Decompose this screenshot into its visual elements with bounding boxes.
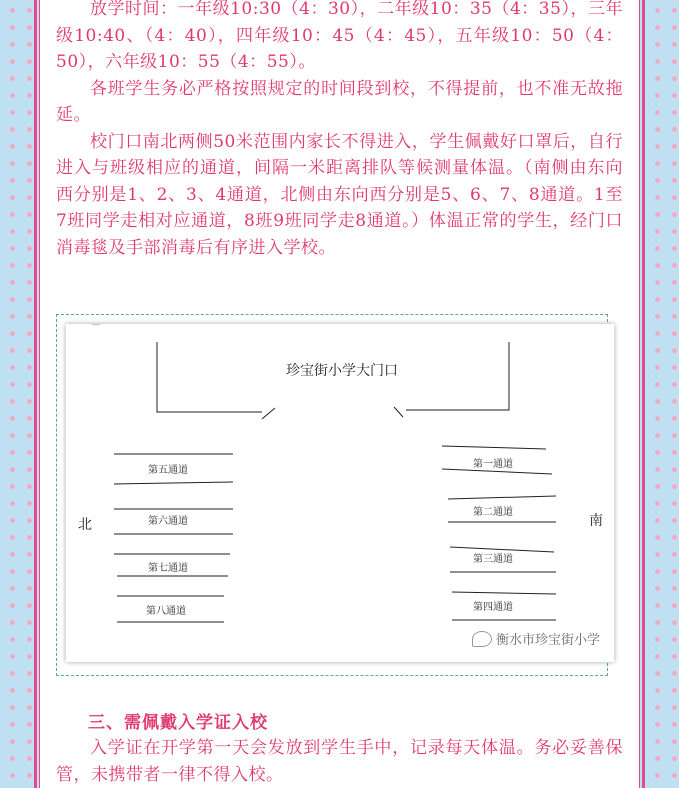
- lane-3-label: 第三通道: [473, 554, 513, 565]
- lane-6-label: 第六通道: [148, 516, 188, 527]
- article-body: [56, 0, 623, 261]
- lane-4-label: 第四通道: [473, 602, 513, 613]
- paragraph-dismissal-times: 放学时间：一年级10:30（4：30），二年级10：35（4：35），三年级10:40、（4：40），四年级10：45（4：45），五年级10：50（4：50），六年级10：55（4：55）。: [56, 0, 623, 72]
- section-3-body: [56, 735, 623, 788]
- gate-map: [66, 324, 614, 662]
- paragraph-arrival-rule: 各班学生务必严格按照规定的时间段到校，不得提前，也不准无故拖延。: [56, 78, 623, 125]
- left-dotted-border: [0, 0, 34, 788]
- gate-door-right: [394, 407, 403, 417]
- gate-wall-left: [157, 342, 262, 412]
- right-dotted-border: [645, 0, 679, 788]
- right-border-rule-thin: [639, 0, 640, 788]
- right-border-rule: [642, 0, 645, 788]
- gate-wall-right: [406, 342, 509, 410]
- lane-1-label: 第一通道: [473, 459, 513, 470]
- paragraph-admission-card: 入学证在开学第一天会发放到学生手中，记录每天体温。务必妥善保管，未携带者一律不得入校。: [56, 738, 623, 785]
- watermark: [472, 629, 600, 648]
- lane-2-label: 第二通道: [473, 507, 513, 518]
- south-label: 南: [589, 513, 603, 529]
- paragraph-gate-lanes: 校门口南北两侧50米范围内家长不得进入，学生佩戴好口罩后，自行进入与班级相应的通道，间隔一米距离排队等候测量体温。（南侧由东向西分别是1、2、3、4通道，北侧由东向西分别是5、6、7、8通道。1至7班同学走相对应通道，8班9班同学走8通道。）体温正常的学生，经门口消毒毯及手部消毒后有序进入学校。: [56, 131, 623, 258]
- watermark-text: 衡水市珍宝街小学: [495, 633, 600, 648]
- wechat-icon: [472, 631, 492, 647]
- lane-8-label: 第八通道: [146, 606, 186, 617]
- gate-door-left: [262, 408, 275, 419]
- gate-label: 珍宝街小学大门口: [286, 363, 398, 379]
- lane-7-label: 第七通道: [148, 563, 188, 574]
- left-border-rule: [34, 0, 37, 788]
- article-paper: [40, 0, 639, 788]
- gate-map-frame: [56, 314, 608, 676]
- lane-5-label: 第五通道: [148, 465, 188, 476]
- section-3-heading: 三、需佩戴入学证入校: [88, 713, 268, 733]
- north-label: 北: [78, 517, 92, 533]
